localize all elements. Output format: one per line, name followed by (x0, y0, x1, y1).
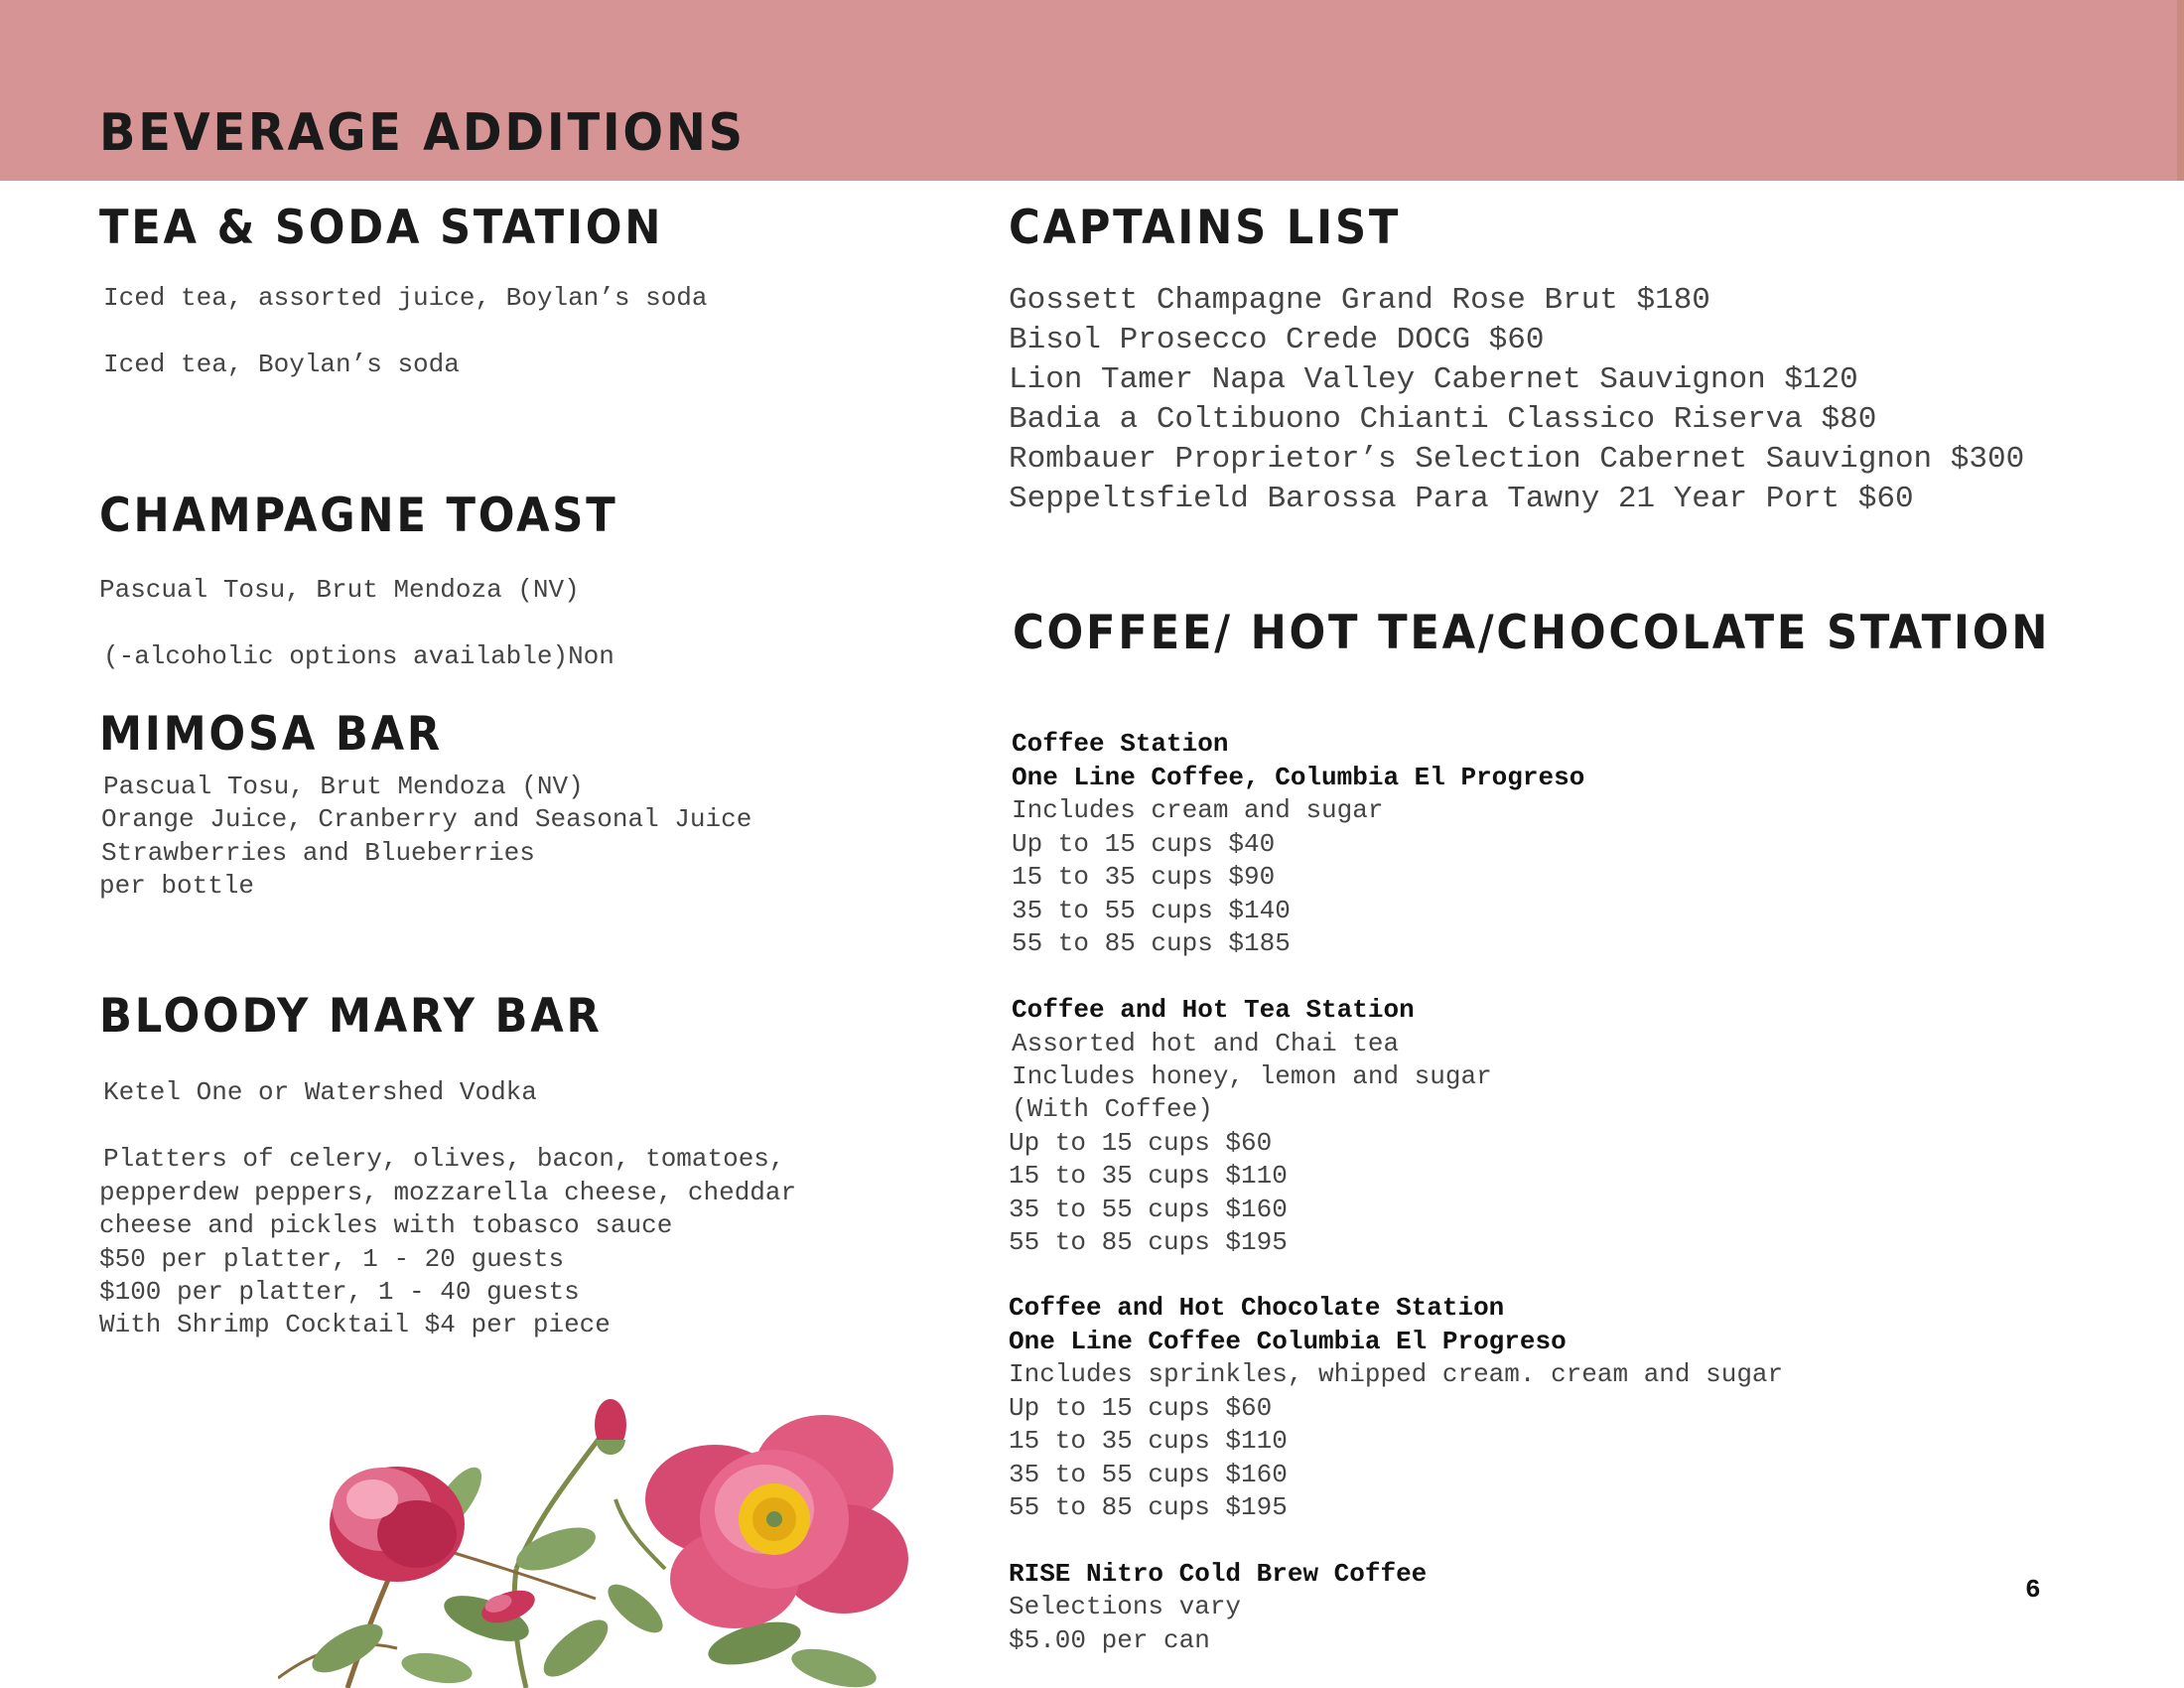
tea-soda-line-2: Iced tea, Boylan’s soda (103, 350, 460, 379)
bloody-mary-line: $100 per platter, 1 - 40 guests (99, 1277, 580, 1307)
station-line: Includes cream and sugar (1012, 795, 1384, 825)
bloody-mary-line: $50 per platter, 1 - 20 guests (99, 1244, 565, 1274)
station-line: (With Coffee) (1012, 1094, 1213, 1124)
wine-item: Rombauer Proprietor’s Selection Cabernet Sauvignon $300 (1009, 442, 2025, 477)
price-tier: 35 to 55 cups $160 (1009, 1195, 1288, 1224)
bloody-mary-line: Platters of celery, olives, bacon, tomatoes, (103, 1144, 785, 1174)
station-title: RISE Nitro Cold Brew Coffee (1009, 1559, 1428, 1589)
tea-soda-line-1: Iced tea, assorted juice, Boylan’s soda (103, 283, 708, 313)
banner-edge-accent (2177, 0, 2184, 181)
price-tier: Up to 15 cups $60 (1009, 1393, 1273, 1423)
wine-item: Gossett Champagne Grand Rose Brut $180 (1009, 283, 1710, 318)
station-subtitle: One Line Coffee, Columbia El Progreso (1012, 763, 1585, 792)
station-title: Coffee and Hot Chocolate Station (1009, 1293, 1505, 1323)
price-tier: Up to 15 cups $40 (1012, 829, 1276, 859)
mimosa-line: Strawberries and Blueberries (101, 838, 535, 868)
price-tier: Up to 15 cups $60 (1009, 1128, 1273, 1158)
mimosa-line: per bottle (99, 871, 255, 901)
price-tier: 15 to 35 cups $110 (1009, 1426, 1288, 1456)
price-line: $5.00 per can (1009, 1625, 1210, 1655)
wine-item: Badia a Coltibuono Chianti Classico Riserva $80 (1009, 402, 1877, 437)
price-tier: 35 to 55 cups $140 (1012, 896, 1291, 925)
price-tier: 15 to 35 cups $90 (1012, 862, 1276, 892)
page-title: BEVERAGE ADDITIONS (99, 103, 746, 163)
wine-item: Lion Tamer Napa Valley Cabernet Sauvignon $120 (1009, 362, 1858, 397)
rose-illustration (278, 1350, 993, 1688)
captains-heading: CAPTAINS LIST (1009, 201, 1402, 255)
bloody-mary-line: pepperdew peppers, mozzarella cheese, cheddar (99, 1178, 797, 1207)
station-title: Coffee Station (1012, 729, 1229, 759)
price-tier: 55 to 85 cups $195 (1009, 1227, 1288, 1257)
mimosa-heading: MIMOSA BAR (99, 707, 443, 762)
bloody-mary-heading: BLOODY MARY BAR (99, 989, 603, 1044)
bloody-mary-line: cheese and pickles with tobasco sauce (99, 1210, 673, 1240)
station-title: Coffee and Hot Tea Station (1012, 995, 1415, 1025)
price-tier: 15 to 35 cups $110 (1009, 1161, 1288, 1191)
station-line: Selections vary (1009, 1592, 1242, 1621)
price-tier: 55 to 85 cups $195 (1009, 1492, 1288, 1522)
bloody-mary-line: With Shrimp Cocktail $4 per piece (99, 1310, 611, 1339)
wine-item: Seppeltsfield Barossa Para Tawny 21 Year Port $60 (1009, 482, 1914, 516)
tea-soda-heading: TEA & SODA STATION (99, 201, 664, 255)
station-subtitle: One Line Coffee Columbia El Progreso (1009, 1327, 1567, 1356)
page-number: 6 (2025, 1575, 2041, 1605)
bloody-mary-vodka: Ketel One or Watershed Vodka (103, 1077, 537, 1107)
coffee-heading: COFFEE/ HOT TEA/CHOCOLATE STATION (1013, 606, 2051, 660)
champagne-line-2: (-alcoholic options available)Non (103, 641, 614, 671)
mimosa-line: Pascual Tosu, Brut Mendoza (NV) (103, 772, 584, 801)
station-line: Assorted hot and Chai tea (1012, 1029, 1400, 1058)
champagne-heading: CHAMPAGNE TOAST (99, 489, 618, 543)
wine-item: Bisol Prosecco Crede DOCG $60 (1009, 323, 1545, 357)
mimosa-line: Orange Juice, Cranberry and Seasonal Juice (101, 804, 752, 834)
station-line: Includes sprinkles, whipped cream. cream and sugar (1009, 1359, 1784, 1389)
price-tier: 35 to 55 cups $160 (1009, 1460, 1288, 1489)
champagne-line-1: Pascual Tosu, Brut Mendoza (NV) (99, 575, 580, 605)
station-line: Includes honey, lemon and sugar (1012, 1061, 1492, 1091)
price-tier: 55 to 85 cups $185 (1012, 928, 1291, 958)
